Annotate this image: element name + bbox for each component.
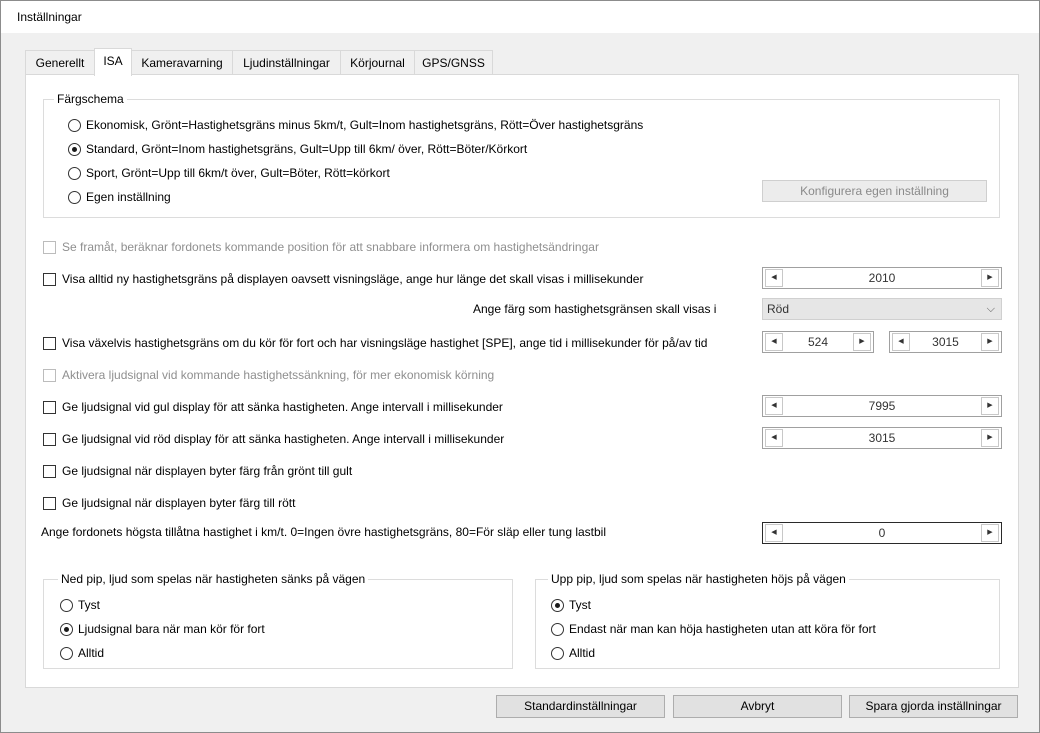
alternate-checkbox[interactable] bbox=[43, 337, 56, 350]
scheme-sport-label: Sport, Grönt=Upp till 6km/t över, Gult=Böter, Rött=körkort bbox=[86, 166, 390, 180]
red-signal-checkbox[interactable] bbox=[43, 433, 56, 446]
down-beep-silent-label: Tyst bbox=[78, 598, 101, 612]
cancel-button[interactable]: Avbryt bbox=[673, 695, 842, 718]
up-beep-safe-label: Endast när man kan höja hastigheten utan att köra för fort bbox=[569, 622, 876, 636]
down-beep-speeding-radio[interactable] bbox=[60, 623, 73, 636]
scheme-custom-label: Egen inställning bbox=[86, 190, 171, 204]
window-title: Inställningar bbox=[17, 10, 82, 24]
yellow-signal-value[interactable]: 7995 bbox=[868, 399, 896, 413]
arrow-right-icon[interactable]: ▶ bbox=[981, 333, 999, 351]
arrow-left-icon[interactable]: ◀ bbox=[765, 524, 783, 542]
tab-korjournal[interactable]: Körjournal bbox=[340, 50, 415, 75]
to-red-checkbox[interactable] bbox=[43, 497, 56, 510]
look-ahead-label: Se framåt, beräknar fordonets kommande position för att snabbare informera om hastighetsändringar bbox=[62, 240, 599, 254]
configure-custom-button[interactable]: Konfigurera egen inställning bbox=[762, 180, 987, 202]
arrow-right-icon[interactable]: ▶ bbox=[981, 429, 999, 447]
yellow-signal-checkbox[interactable] bbox=[43, 401, 56, 414]
red-signal-label: Ge ljudsignal vid röd display för att sänka hastigheten. Ange intervall i millisekunder bbox=[62, 432, 505, 446]
up-beep-silent-label: Tyst bbox=[569, 598, 592, 612]
always-show-value[interactable]: 2010 bbox=[868, 271, 896, 285]
up-beep-safe-radio[interactable] bbox=[551, 623, 564, 636]
tab-gps-gnss[interactable]: GPS/GNSS bbox=[414, 50, 493, 75]
arrow-left-icon[interactable]: ◀ bbox=[765, 429, 783, 447]
to-red-label: Ge ljudsignal när displayen byter färg till rött bbox=[62, 496, 296, 510]
down-beep-always-label: Alltid bbox=[78, 646, 105, 660]
max-speed-value[interactable]: 0 bbox=[878, 526, 886, 540]
always-show-label: Visa alltid ny hastighetsgräns på displayen oavsett visningsläge, ange hur länge det skall visas i millisekunder bbox=[62, 272, 644, 286]
arrow-left-icon[interactable]: ◀ bbox=[765, 269, 783, 287]
arrow-right-icon[interactable]: ▶ bbox=[853, 333, 871, 351]
color-select[interactable] bbox=[762, 298, 1002, 320]
color-select-label: Ange färg som hastighetsgränsen skall visas i bbox=[473, 302, 717, 316]
up-beep-silent-radio[interactable] bbox=[551, 599, 564, 612]
arrow-left-icon[interactable]: ◀ bbox=[765, 333, 783, 351]
always-show-checkbox[interactable] bbox=[43, 273, 56, 286]
green-to-yellow-checkbox[interactable] bbox=[43, 465, 56, 478]
down-beep-always-radio[interactable] bbox=[60, 647, 73, 660]
scheme-standard-label: Standard, Grönt=Inom hastighetsgräns, Gult=Upp till 6km/ över, Rött=Böter/Körkort bbox=[86, 142, 528, 156]
down-beep-group bbox=[43, 572, 513, 669]
down-beep-silent-radio[interactable] bbox=[60, 599, 73, 612]
always-show-stepper[interactable] bbox=[762, 267, 1002, 289]
arrow-right-icon[interactable]: ▶ bbox=[981, 269, 999, 287]
tab-generellt[interactable]: Generellt bbox=[25, 50, 95, 75]
alternate-on-value[interactable]: 524 bbox=[807, 335, 829, 349]
color-scheme-group bbox=[43, 92, 1000, 218]
green-to-yellow-label: Ge ljudsignal när displayen byter färg från grönt till gult bbox=[62, 464, 353, 478]
arrow-right-icon[interactable]: ▶ bbox=[981, 524, 999, 542]
scheme-economic-radio[interactable] bbox=[68, 119, 81, 132]
tab-kameravarning[interactable]: Kameravarning bbox=[131, 50, 233, 75]
max-speed-stepper[interactable] bbox=[762, 522, 1002, 544]
red-signal-value[interactable]: 3015 bbox=[868, 431, 896, 445]
up-beep-group bbox=[535, 572, 1000, 669]
save-button[interactable]: Spara gjorda inställningar bbox=[849, 695, 1018, 718]
scheme-sport-radio[interactable] bbox=[68, 167, 81, 180]
red-signal-stepper[interactable] bbox=[762, 427, 1002, 449]
scheme-economic-label: Ekonomisk, Grönt=Hastighetsgräns minus 5km/t, Gult=Inom hastighetsgräns, Rött=Över hastighetsgräns bbox=[86, 118, 644, 132]
scheme-custom-radio[interactable] bbox=[68, 191, 81, 204]
chevron-down-icon: ⌵ bbox=[986, 303, 995, 315]
audio-decrease-checkbox[interactable] bbox=[43, 369, 56, 382]
up-beep-always-radio[interactable] bbox=[551, 647, 564, 660]
tab-isa[interactable]: ISA bbox=[94, 48, 132, 76]
arrow-left-icon[interactable]: ◀ bbox=[892, 333, 910, 351]
alternate-on-stepper[interactable] bbox=[762, 331, 874, 353]
up-beep-always-label: Alltid bbox=[569, 646, 596, 660]
up-beep-legend: Upp pip, ljud som spelas när hastigheten höjs på vägen bbox=[548, 572, 849, 586]
defaults-button[interactable]: Standardinställningar bbox=[496, 695, 665, 718]
tab-ljudinstallningar[interactable]: Ljudinställningar bbox=[232, 50, 341, 75]
yellow-signal-stepper[interactable] bbox=[762, 395, 1002, 417]
arrow-right-icon[interactable]: ▶ bbox=[981, 397, 999, 415]
isa-panel bbox=[25, 74, 1019, 688]
arrow-left-icon[interactable]: ◀ bbox=[765, 397, 783, 415]
alternate-off-stepper[interactable] bbox=[889, 331, 1002, 353]
color-scheme-legend: Färgschema bbox=[54, 92, 127, 106]
yellow-signal-label: Ge ljudsignal vid gul display för att sänka hastigheten. Ange intervall i millisekunder bbox=[62, 400, 503, 414]
alternate-label: Visa växelvis hastighetsgräns om du kör för fort och har visningsläge hastighet [SPE], ange tid i millisekunder för på/av tid bbox=[62, 336, 708, 350]
look-ahead-checkbox[interactable] bbox=[43, 241, 56, 254]
down-beep-legend: Ned pip, ljud som spelas när hastigheten sänks på vägen bbox=[58, 572, 368, 586]
alternate-off-value[interactable]: 3015 bbox=[932, 335, 959, 349]
scheme-standard-radio[interactable] bbox=[68, 143, 81, 156]
max-speed-label: Ange fordonets högsta tillåtna hastighet i km/t. 0=Ingen övre hastighetsgräns, 80=För släp eller tung lastbil bbox=[41, 525, 607, 539]
color-select-value: Röd bbox=[767, 302, 790, 316]
title-bar[interactable] bbox=[1, 1, 1039, 33]
down-beep-speeding-label: Ljudsignal bara när man kör för fort bbox=[78, 622, 265, 636]
audio-decrease-label: Aktivera ljudsignal vid kommande hastighetssänkning, för mer ekonomisk körning bbox=[62, 368, 495, 382]
